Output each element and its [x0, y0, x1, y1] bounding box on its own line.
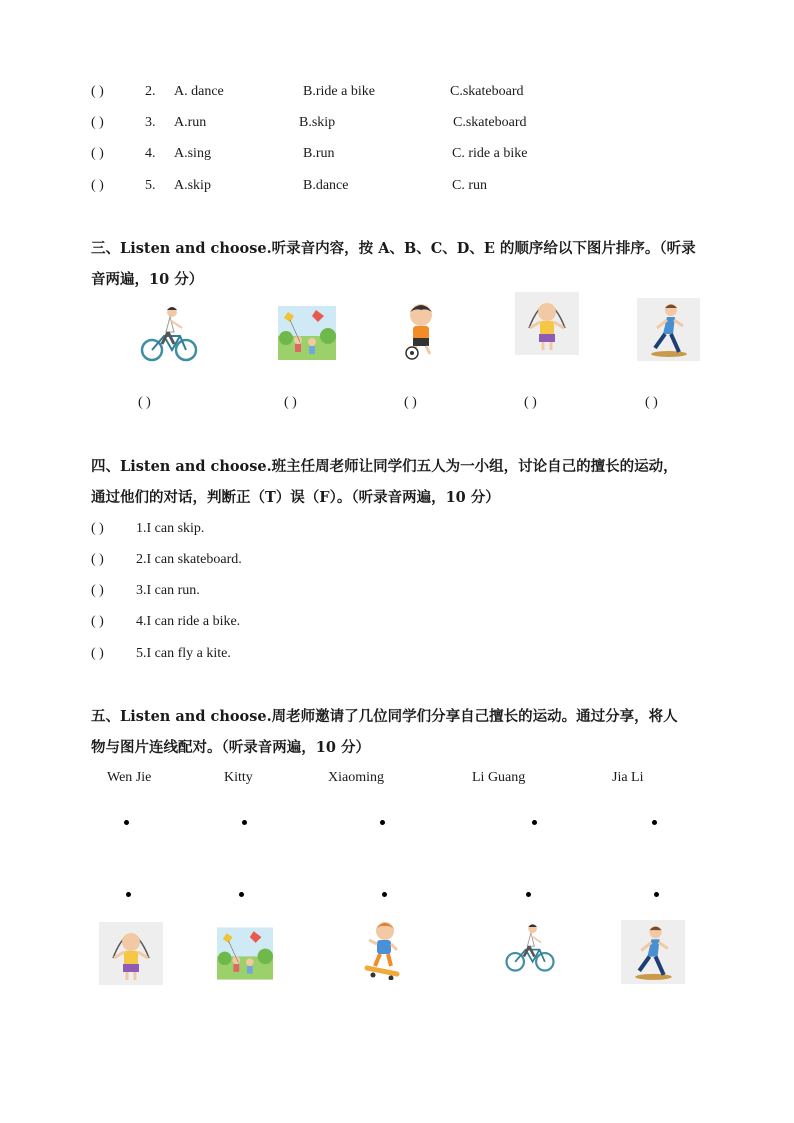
student-name-jia-li: Jia Li: [612, 770, 644, 785]
answer-blank[interactable]: ( ): [91, 521, 104, 536]
option-b: B.dance: [303, 178, 349, 193]
match-dot-name-4[interactable]: [532, 820, 537, 825]
order-blank-5[interactable]: ( ): [645, 395, 658, 410]
answer-blank[interactable]: ( ): [91, 146, 104, 161]
section-4-heading: [91, 451, 711, 513]
skipping-girl-picture: [515, 292, 579, 355]
statement: 3.I can run.: [136, 583, 200, 598]
section-3-heading-line1: 三、Listen and choose.听录音内容，按 A、B、C、D、E 的顺序给以下图片排序。（听录: [91, 240, 696, 257]
answer-blank[interactable]: ( ): [91, 178, 104, 193]
student-name-li-guang: Li Guang: [472, 770, 526, 785]
option-c: C.skateboard: [453, 115, 527, 130]
item-number: 5.: [145, 178, 156, 193]
kite-flying-picture: [217, 927, 273, 980]
cyclist-picture: [138, 302, 200, 364]
statement: 5.I can fly a kite.: [136, 646, 231, 661]
option-a: A.run: [174, 115, 207, 130]
match-dot-picture-2[interactable]: [239, 892, 244, 897]
answer-blank[interactable]: ( ): [91, 552, 104, 567]
order-blank-4[interactable]: ( ): [524, 395, 537, 410]
section-3-heading-line2: 音两遍，10 分）: [91, 271, 204, 288]
section-3-heading: [91, 233, 711, 295]
option-b: B.run: [303, 146, 335, 161]
answer-blank[interactable]: ( ): [91, 614, 104, 629]
skipping-girl-picture: [99, 922, 163, 985]
running-man-picture: [637, 298, 700, 361]
order-blank-1[interactable]: ( ): [138, 395, 151, 410]
section-4-heading-line1: 四、Listen and choose.班主任周老师让同学们五人为一小组，讨论自己的擅长的运动，: [91, 458, 678, 475]
section-4-heading-line2: 通过他们的对话，判断正（T）误（F）。（听录音两遍，10 分）: [91, 489, 500, 506]
skateboard-boy-picture: [363, 920, 401, 980]
kite-flying-picture: [278, 306, 336, 360]
option-a: A.skip: [174, 178, 211, 193]
item-number: 4.: [145, 146, 156, 161]
answer-blank[interactable]: ( ): [91, 84, 104, 99]
football-boy-picture: [402, 302, 440, 360]
match-dot-name-2[interactable]: [242, 820, 247, 825]
statement: 4.I can ride a bike.: [136, 614, 241, 629]
option-b: B.skip: [299, 115, 336, 130]
order-blank-2[interactable]: ( ): [284, 395, 297, 410]
match-dot-name-3[interactable]: [380, 820, 385, 825]
cyclist-picture: [503, 918, 557, 976]
match-dot-name-1[interactable]: [124, 820, 129, 825]
answer-blank[interactable]: ( ): [91, 646, 104, 661]
option-c: C. ride a bike: [452, 146, 528, 161]
option-a: A.sing: [174, 146, 211, 161]
option-b: B.ride a bike: [303, 84, 375, 99]
item-number: 2.: [145, 84, 156, 99]
match-dot-picture-1[interactable]: [126, 892, 131, 897]
option-a: A. dance: [174, 84, 224, 99]
option-c: C.skateboard: [450, 84, 524, 99]
statement: 2.I can skateboard.: [136, 552, 242, 567]
statement: 1.I can skip.: [136, 521, 205, 536]
answer-blank[interactable]: ( ): [91, 115, 104, 130]
student-name-xiaoming: Xiaoming: [328, 770, 384, 785]
running-man-picture: [621, 920, 685, 984]
match-dot-picture-4[interactable]: [526, 892, 531, 897]
option-c: C. run: [452, 178, 487, 193]
match-dot-picture-5[interactable]: [654, 892, 659, 897]
match-dot-name-5[interactable]: [652, 820, 657, 825]
order-blank-3[interactable]: ( ): [404, 395, 417, 410]
section-5-heading: [91, 701, 711, 763]
student-name-wen-jie: Wen Jie: [107, 770, 152, 785]
item-number: 3.: [145, 115, 156, 130]
section-5-heading-line1: 五、Listen and choose.周老师邀请了几位同学们分享自己擅长的运动。通过分享，将人: [91, 708, 678, 725]
match-dot-picture-3[interactable]: [382, 892, 387, 897]
student-name-kitty: Kitty: [224, 770, 253, 785]
answer-blank[interactable]: ( ): [91, 583, 104, 598]
section-5-heading-line2: 物与图片连线配对。（听录音两遍，10 分）: [91, 739, 370, 756]
